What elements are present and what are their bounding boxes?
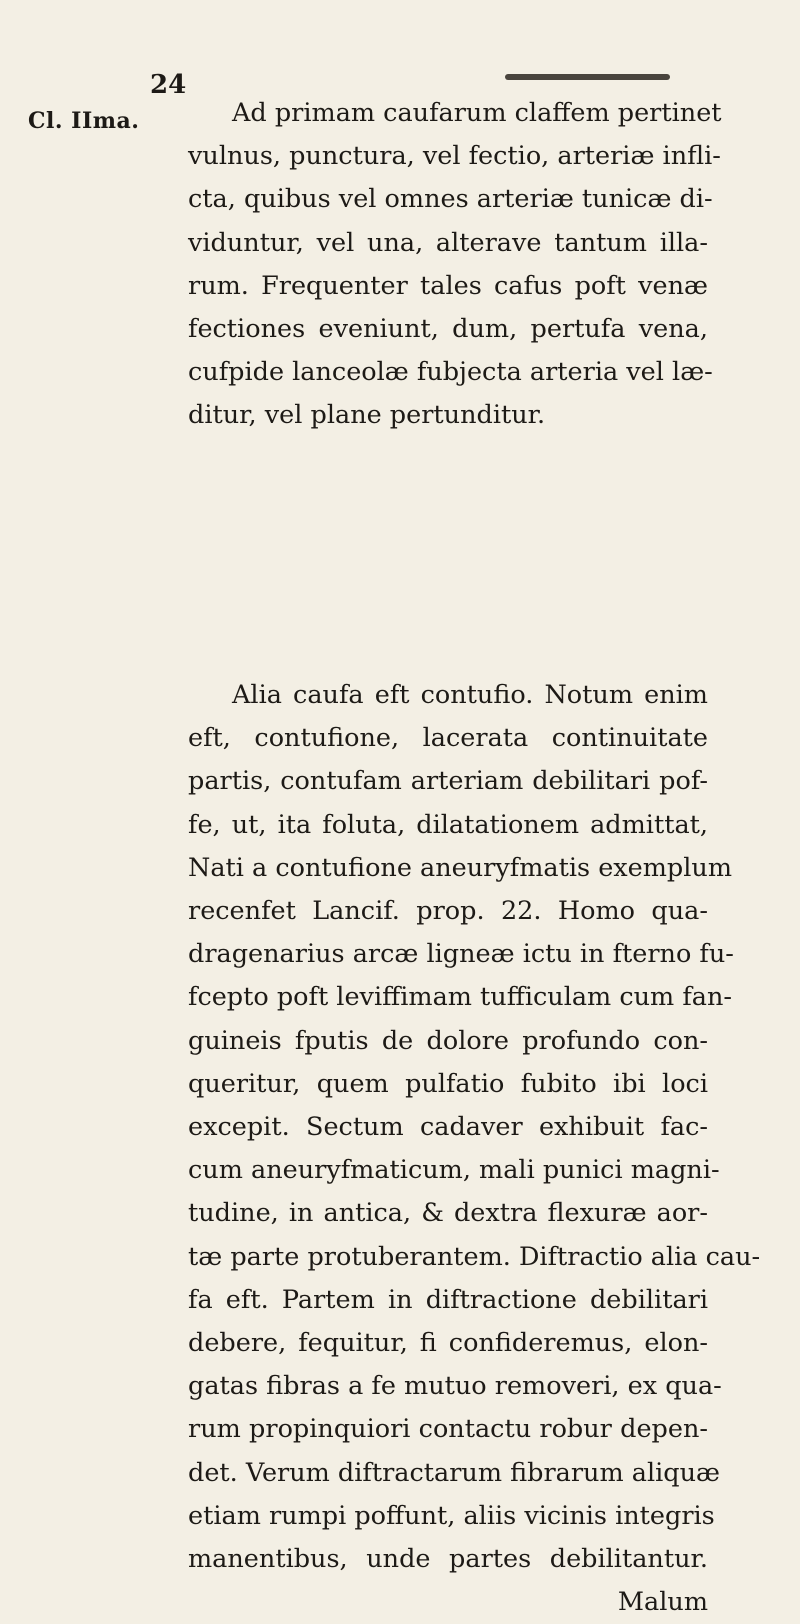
- text-line: Nati a contufione aneuryfmatis exemplum: [188, 852, 733, 883]
- text-line: tæ parte protuberantem. Diftractio alia cau-: [188, 1241, 761, 1272]
- text-line: Alia caufa eft contufio. Notum enim: [232, 680, 708, 710]
- text-line: manentibus, unde partes debilitantur.: [188, 1544, 708, 1575]
- text-line: recenfet Lancif. prop. 22. Homo qua-: [188, 896, 708, 927]
- text-line: rum propinquiori contactu robur depen-: [188, 1414, 708, 1445]
- text-line: excepit. Sectum cadaver exhibuit fac-: [188, 1112, 708, 1143]
- margin-note: Cl. IIma.: [28, 108, 140, 134]
- paragraph-2: [188, 674, 761, 1624]
- text-line: cta, quibus vel omnes arteriæ tunicæ di-: [188, 184, 713, 215]
- text-line: fectiones eveniunt, dum, pertufa vena,: [188, 314, 708, 345]
- page-number: 24: [150, 70, 187, 100]
- text-line: eft, contufione, lacerata continuitate: [188, 723, 708, 754]
- text-line: queritur, quem pulfatio fubito ibi loci: [188, 1068, 708, 1099]
- text-line: cum aneuryfmaticum, mali punici magni-: [188, 1155, 720, 1186]
- text-line: cufpide lanceolæ fubjecta arteria vel læ-: [188, 357, 713, 388]
- text-line: dragenarius arcæ ligneæ ictu in fterno fu-: [188, 939, 734, 970]
- text-line: vulnus, punctura, vel fectio, arteriæ infli-: [188, 141, 721, 172]
- catchword: Malum: [617, 1587, 708, 1618]
- text-line: fa eft. Partem in diftractione debilitari: [188, 1284, 708, 1315]
- text-line: fcepto poft leviffimam tufficulam cum fan-: [188, 982, 733, 1013]
- text-line: viduntur, vel una, alterave tantum illa-: [188, 227, 708, 258]
- header-rule: [505, 74, 670, 80]
- text-line: tudine, in antica, & dextra flexuræ aor-: [188, 1198, 708, 1229]
- text-line: partis, contufam arteriam debilitari pof-: [188, 766, 708, 797]
- text-line: Ad primam caufarum claffem pertinet: [232, 98, 722, 128]
- text-line: gatas fibras a fe mutuo removeri, ex qua-: [188, 1371, 722, 1402]
- text-line: det. Verum diftractarum fibrarum aliquæ: [188, 1457, 720, 1488]
- text-line: etiam rumpi poffunt, aliis vicinis integris: [188, 1500, 715, 1531]
- text-line: guineis fputis de dolore profundo con-: [188, 1025, 708, 1056]
- text-line: debere, fequitur, fi confideremus, elon-: [188, 1328, 708, 1359]
- text-line: rum. Frequenter tales cafus poft venæ: [188, 270, 708, 301]
- text-line: fe, ut, ita foluta, dilatationem admittat,: [188, 809, 708, 840]
- paragraph-1: [188, 92, 722, 438]
- text-line: ditur, vel plane pertunditur.: [188, 400, 546, 431]
